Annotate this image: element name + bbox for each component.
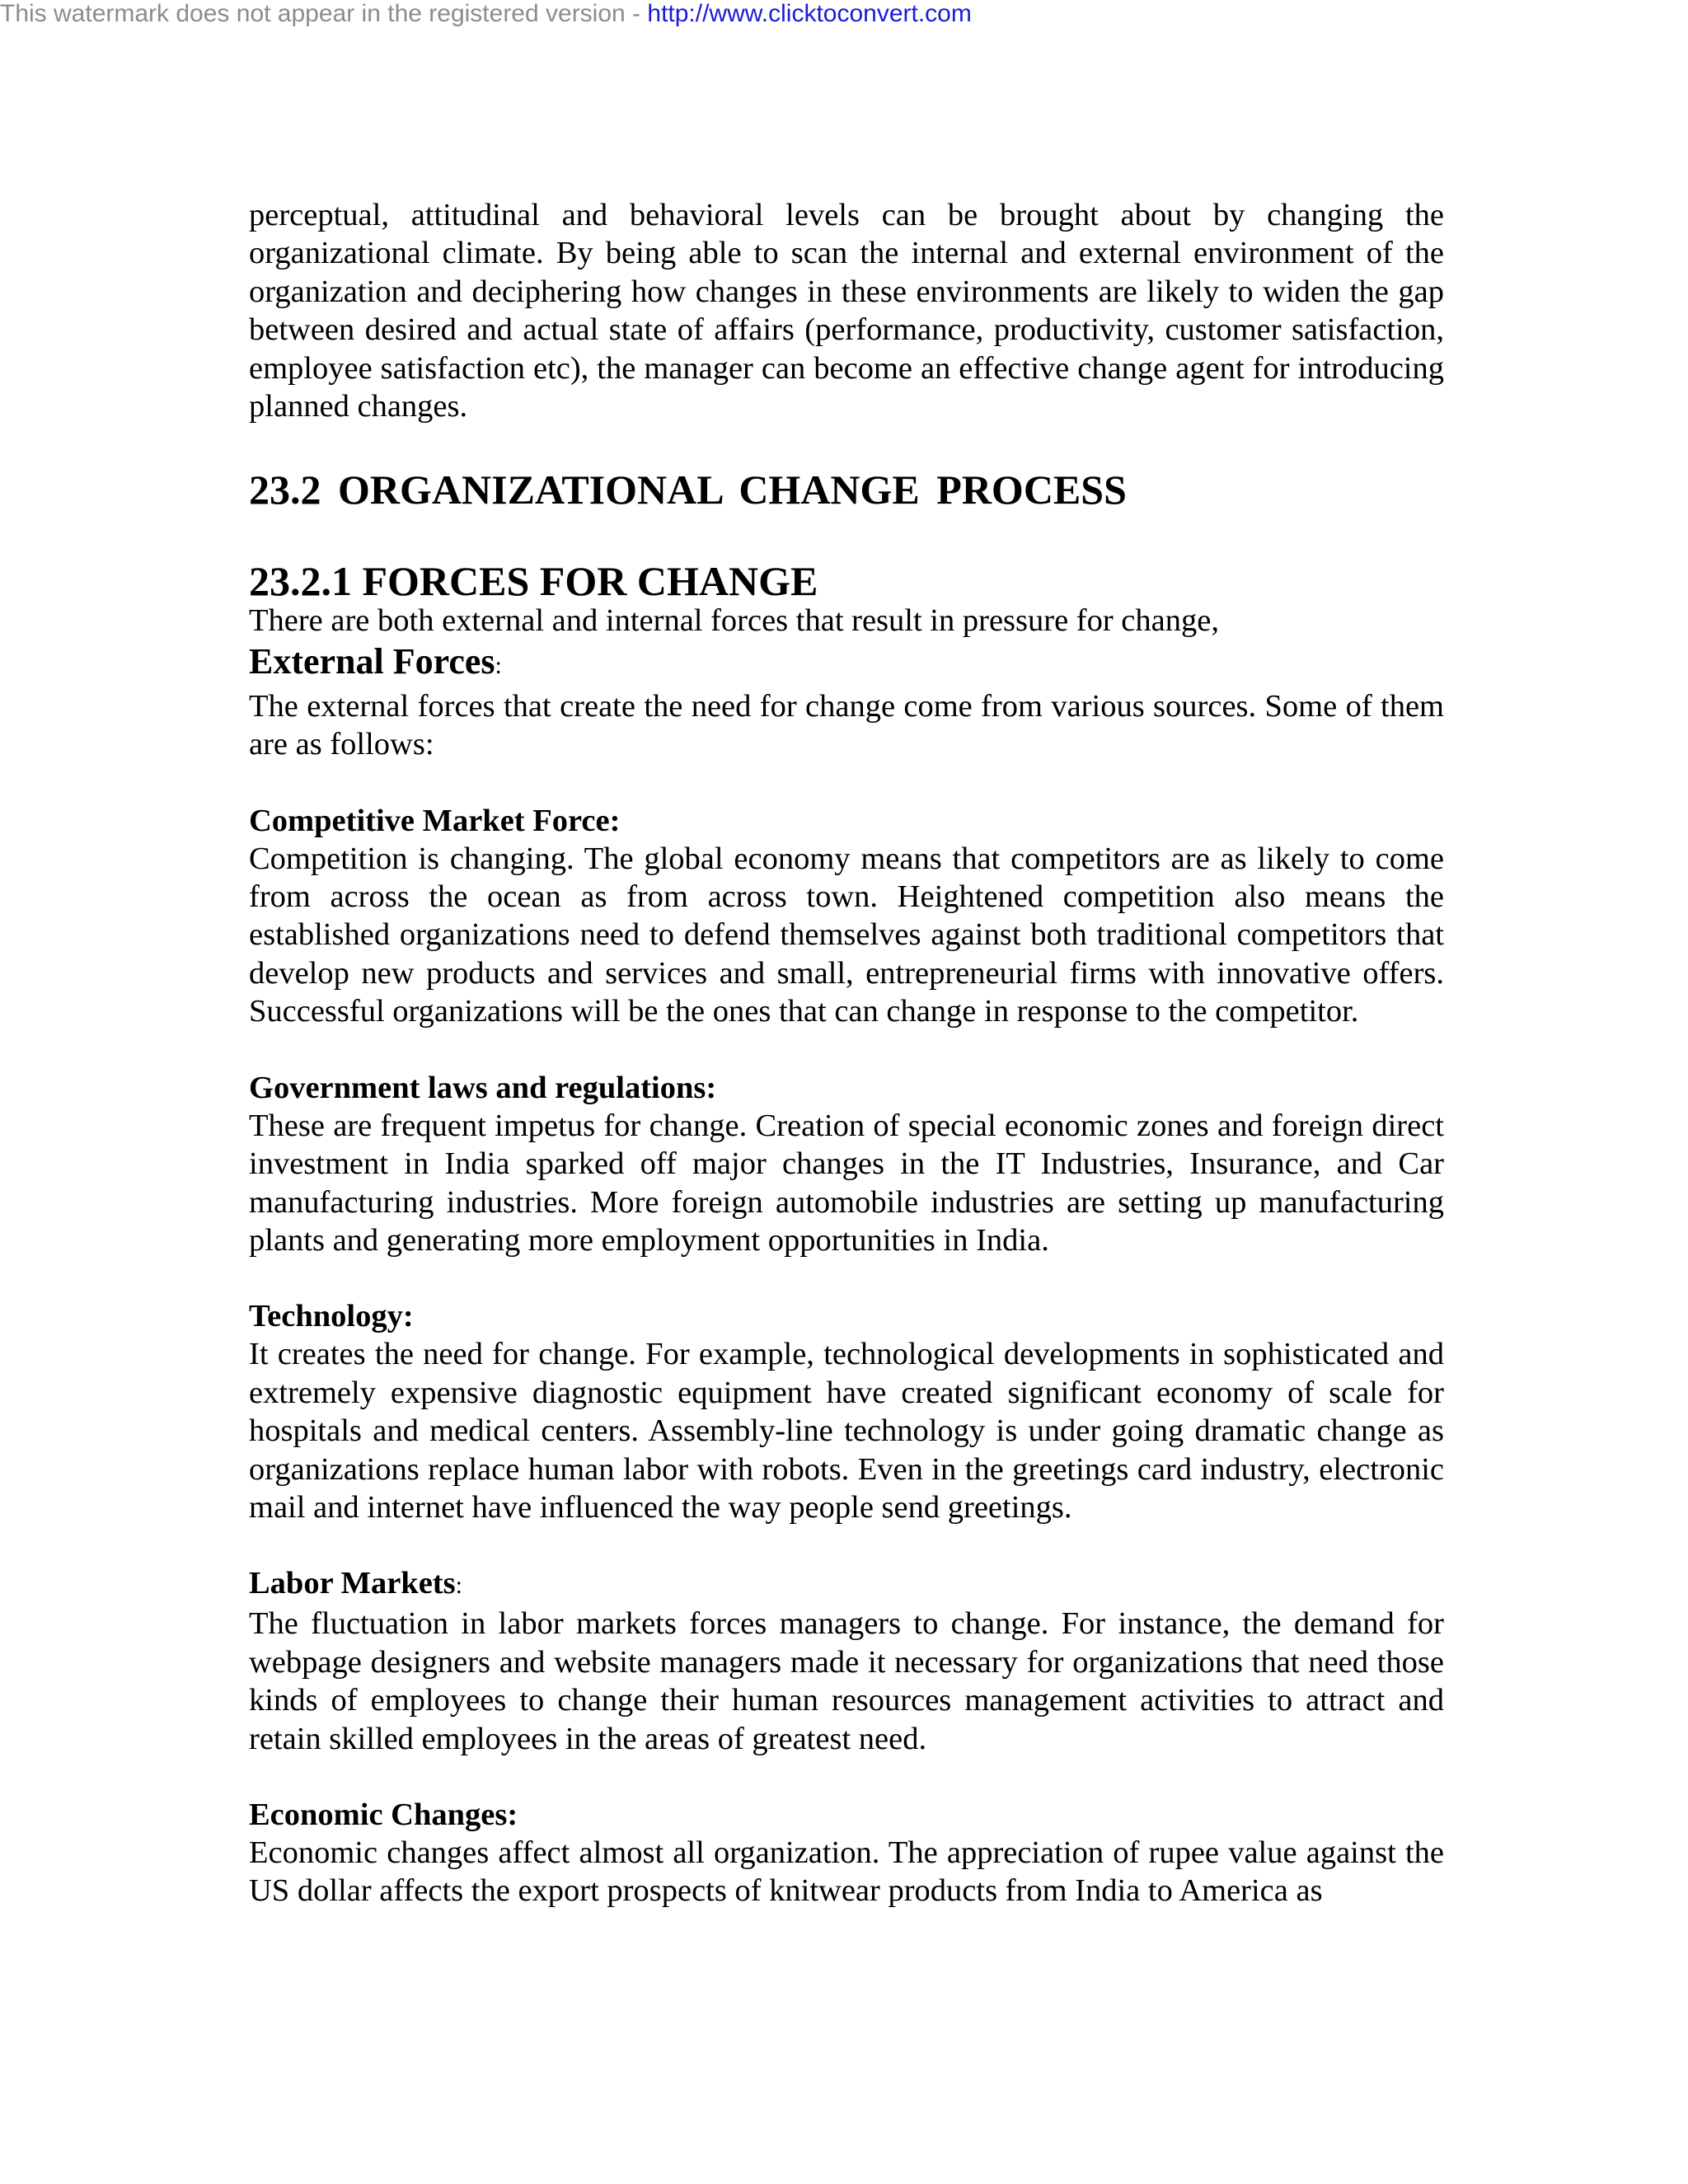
force-heading — [249, 1564, 1444, 1605]
document-page — [249, 196, 1444, 1910]
force-heading-text: Labor Markets — [249, 1566, 456, 1601]
force-text: Competition is changing. The global economy means that competitors are as likely to come from across the ocean as from across town. Heightened competition also means the established organizations need to defend themselves against both traditional competitors that develop new products and services and small, entrepreneurial firms with innovative offers. Successful organizations will be the ones that can change in response to the competitor. — [249, 841, 1444, 1029]
section-heading: 23.2 ORGANIZATIONAL CHANGE PROCESS — [249, 466, 1127, 513]
external-forces-colon: : — [495, 651, 502, 679]
force-text: It creates the need for change. For example, technological developments in sophisticated and extremely expensive diagnostic equipment have created significant economy of scale for hospitals and medical centers. Assembly-line technology is under going dramatic change as organizations replace human labor with robots. Even in the greetings card industry, electronic mail and internet have influenced the way people send greetings. — [249, 1337, 1444, 1525]
intro-paragraph: perceptual, attitudinal and behavioral levels can be brought about by changing the organizational climate. By being able to scan the internal and external environment of the organization and deciphering how changes in these environments are likely to widen the gap between desired and actual state of affairs (performance, productivity, customer satisfaction, employee satisfaction etc), the manager can become an effective change agent for introducing planned changes. — [249, 198, 1444, 424]
force-labor-markets — [249, 1564, 1444, 1758]
force-competitive-market — [249, 802, 1444, 1031]
force-heading-colon: : — [455, 1572, 462, 1600]
force-economic-changes — [249, 1796, 1444, 1910]
force-technology — [249, 1297, 1444, 1526]
force-text: Economic changes affect almost all organization. The appreciation of rupee value against the US dollar affects the export prospects of knitwear products from India to America as — [249, 1835, 1444, 1909]
external-forces-heading — [249, 640, 1444, 687]
force-text: The fluctuation in labor markets forces managers to change. For instance, the demand for webpage designers and website managers made it necessary for organizations that need those kinds of employees to change their human resources management activities to attract and retain skilled employees in the areas of greatest need. — [249, 1606, 1444, 1756]
subsection-intro: There are both external and internal forces that result in pressure for change, — [249, 603, 1219, 639]
force-government-laws — [249, 1069, 1444, 1260]
watermark — [0, 0, 972, 28]
force-heading: Technology: — [249, 1299, 414, 1334]
subsection-heading: 23.2.1 FORCES FOR CHANGE — [249, 558, 818, 605]
watermark-link[interactable]: http://www.clicktoconvert.com — [647, 0, 972, 27]
force-heading: Competitive Market Force: — [249, 803, 621, 838]
external-forces-title: External Forces — [249, 640, 495, 682]
force-heading: Economic Changes: — [249, 1797, 518, 1832]
external-forces-intro: The external forces that create the need for change come from various sources. Some of them are as follows: — [249, 688, 1444, 762]
watermark-text: This watermark does not appear in the registered version - — [0, 0, 648, 27]
force-heading: Government laws and regulations: — [249, 1070, 717, 1105]
force-text: These are frequent impetus for change. Creation of special economic zones and foreign direct investment in India sparked off major changes in the IT Industries, Insurance, and Car manufacturing industries. More foreign automobile industries are setting up manufacturing plants and generating more employment opportunities in India. — [249, 1108, 1444, 1258]
